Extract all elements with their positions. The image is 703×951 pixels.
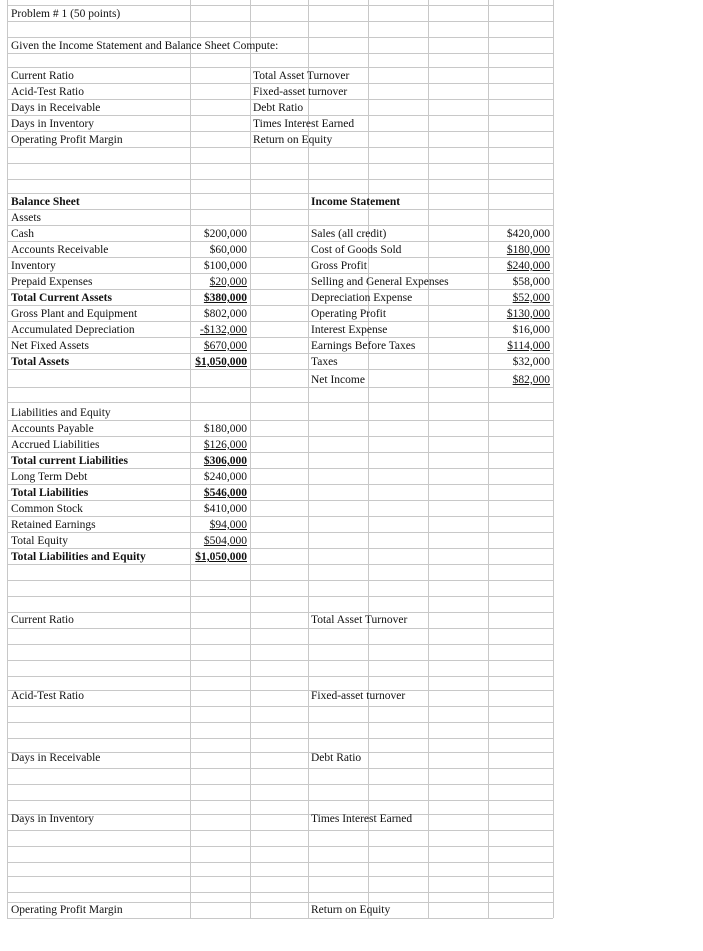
is-label: Sales (all credit) bbox=[311, 228, 387, 240]
bs-value: $1,050,000 bbox=[195, 551, 247, 563]
is-label: Earnings Before Taxes bbox=[311, 340, 416, 352]
is-label: Gross Profit bbox=[311, 260, 367, 272]
is-label: Depreciation Expense bbox=[311, 292, 413, 304]
grid-line bbox=[7, 452, 553, 453]
bs-label: Total Assets bbox=[11, 356, 70, 368]
grid-line bbox=[7, 548, 553, 549]
grid-line bbox=[7, 612, 553, 613]
compute-item: Fixed-asset turnover bbox=[253, 86, 348, 98]
compute-item: Days in Receivable bbox=[11, 102, 101, 114]
compute-item: Total Asset Turnover bbox=[253, 70, 350, 82]
bs-label: Cash bbox=[11, 228, 34, 240]
grid-line bbox=[7, 722, 553, 723]
grid-line bbox=[7, 179, 553, 180]
bs-value: $94,000 bbox=[209, 519, 247, 531]
income-statement-title: Income Statement bbox=[311, 196, 401, 208]
grid-line bbox=[7, 768, 553, 769]
is-value: $420,000 bbox=[506, 228, 550, 240]
grid-line bbox=[7, 305, 553, 306]
bs-label: Total Current Assets bbox=[11, 292, 112, 304]
bs-label: Common Stock bbox=[11, 503, 83, 515]
compute-item: Current Ratio bbox=[11, 70, 74, 82]
is-label: Taxes bbox=[311, 356, 338, 368]
is-value: $16,000 bbox=[512, 324, 550, 336]
bs-value: $100,000 bbox=[203, 260, 247, 272]
is-value: $32,000 bbox=[512, 356, 550, 368]
grid-line bbox=[7, 420, 553, 421]
bs-value: -$132,000 bbox=[200, 324, 247, 336]
problem-title: Problem # 1 (50 points) bbox=[11, 8, 121, 20]
is-value: $58,000 bbox=[512, 276, 550, 288]
answer-label: Debt Ratio bbox=[311, 752, 362, 764]
bs-label: Retained Earnings bbox=[11, 519, 96, 531]
is-value: $52,000 bbox=[512, 292, 550, 304]
answer-label: Times Interest Earned bbox=[311, 813, 413, 825]
grid-line bbox=[7, 257, 553, 258]
grid-line bbox=[7, 353, 553, 354]
is-label: Cost of Goods Sold bbox=[311, 244, 402, 256]
grid-line bbox=[7, 690, 553, 691]
bs-value: $504,000 bbox=[203, 535, 247, 547]
bs-value: $240,000 bbox=[203, 471, 247, 483]
bs-value: $670,000 bbox=[203, 340, 247, 352]
grid-line bbox=[7, 99, 553, 100]
grid-line bbox=[7, 784, 553, 785]
grid-line bbox=[7, 738, 553, 739]
assets-heading: Assets bbox=[11, 212, 42, 224]
grid-line bbox=[7, 321, 553, 322]
grid-line bbox=[7, 0, 8, 918]
bs-label: Gross Plant and Equipment bbox=[11, 308, 138, 320]
is-label: Selling and General Expenses bbox=[311, 276, 449, 288]
grid-line bbox=[7, 500, 553, 501]
bs-value: $126,000 bbox=[203, 439, 247, 451]
grid-line bbox=[7, 596, 553, 597]
grid-line bbox=[7, 892, 553, 893]
grid-line bbox=[488, 0, 489, 918]
answer-label: Total Asset Turnover bbox=[311, 614, 408, 626]
is-value: $180,000 bbox=[506, 244, 550, 256]
grid-line bbox=[7, 676, 553, 677]
answer-label: Current Ratio bbox=[11, 614, 74, 626]
grid-line bbox=[7, 241, 553, 242]
bs-value: $802,000 bbox=[203, 308, 247, 320]
grid-line bbox=[7, 37, 553, 38]
is-label: Operating Profit bbox=[311, 308, 387, 320]
grid-line bbox=[7, 369, 553, 370]
grid-line bbox=[7, 83, 553, 84]
grid-line bbox=[7, 644, 553, 645]
grid-line bbox=[7, 484, 553, 485]
bs-value: $546,000 bbox=[203, 487, 247, 499]
bs-value: $180,000 bbox=[203, 423, 247, 435]
grid-line bbox=[7, 918, 553, 919]
grid-line bbox=[7, 131, 553, 132]
is-value: $114,000 bbox=[507, 340, 550, 352]
bs-label: Total current Liabilities bbox=[11, 455, 128, 467]
bs-label: Accounts Receivable bbox=[11, 244, 109, 256]
bs-label: Accounts Payable bbox=[11, 423, 94, 435]
answer-label: Fixed-asset turnover bbox=[311, 690, 406, 702]
is-label: Interest Expense bbox=[311, 324, 388, 336]
bs-value: $306,000 bbox=[203, 455, 247, 467]
grid-line bbox=[7, 273, 553, 274]
grid-line bbox=[7, 436, 553, 437]
grid-line bbox=[7, 846, 553, 847]
is-value: $82,000 bbox=[512, 374, 550, 386]
grid-line bbox=[7, 67, 553, 68]
compute-item: Operating Profit Margin bbox=[11, 134, 123, 146]
bs-label: Net Fixed Assets bbox=[11, 340, 89, 352]
compute-item: Times Interest Earned bbox=[253, 118, 355, 130]
compute-item: Days in Inventory bbox=[11, 118, 95, 130]
grid-line bbox=[7, 830, 553, 831]
grid-line bbox=[7, 163, 553, 164]
grid-line bbox=[7, 53, 553, 54]
bs-value: $200,000 bbox=[203, 228, 247, 240]
grid-line bbox=[7, 660, 553, 661]
grid-line bbox=[7, 225, 553, 226]
balance-sheet-title: Balance Sheet bbox=[11, 196, 80, 208]
bs-label: Accrued Liabilities bbox=[11, 439, 100, 451]
answer-label: Days in Inventory bbox=[11, 813, 95, 825]
bs-label: Long Term Debt bbox=[11, 471, 88, 483]
grid-line bbox=[7, 21, 553, 22]
bs-label: Total Equity bbox=[11, 535, 69, 547]
bs-value: $20,000 bbox=[209, 276, 247, 288]
grid-line bbox=[7, 628, 553, 629]
grid-line bbox=[428, 0, 429, 918]
is-label: Net Income bbox=[311, 374, 365, 386]
compute-item: Return on Equity bbox=[253, 134, 333, 146]
grid-line bbox=[7, 147, 553, 148]
grid-line bbox=[553, 0, 554, 918]
grid-line bbox=[7, 800, 553, 801]
grid-line bbox=[7, 337, 553, 338]
grid-line bbox=[7, 387, 553, 388]
grid-line bbox=[7, 5, 553, 6]
is-value: $130,000 bbox=[506, 308, 550, 320]
answer-label: Return on Equity bbox=[311, 904, 391, 916]
grid-line bbox=[7, 706, 553, 707]
grid-line bbox=[7, 564, 553, 565]
grid-line bbox=[368, 0, 369, 918]
bs-value: $410,000 bbox=[203, 503, 247, 515]
answer-label: Days in Receivable bbox=[11, 752, 101, 764]
bs-label: Prepaid Expenses bbox=[11, 276, 93, 288]
grid-line bbox=[7, 862, 553, 863]
bs-label: Total Liabilities and Equity bbox=[11, 551, 146, 563]
grid-line bbox=[7, 876, 553, 877]
grid-line bbox=[250, 0, 251, 918]
grid-line bbox=[7, 209, 553, 210]
bs-label: Total Liabilities bbox=[11, 487, 89, 499]
bs-value: $60,000 bbox=[209, 244, 247, 256]
bs-value: $1,050,000 bbox=[195, 356, 247, 368]
grid-line bbox=[7, 468, 553, 469]
grid-line bbox=[7, 402, 553, 403]
grid-line bbox=[7, 289, 553, 290]
bs-label: Accumulated Depreciation bbox=[11, 324, 135, 336]
bs-label: Inventory bbox=[11, 260, 56, 272]
grid-line bbox=[7, 115, 553, 116]
grid-line bbox=[7, 532, 553, 533]
grid-line bbox=[7, 516, 553, 517]
bs-value: $380,000 bbox=[203, 292, 247, 304]
grid-line bbox=[7, 580, 553, 581]
instruction-text: Given the Income Statement and Balance Sheet Compute: bbox=[11, 40, 279, 52]
is-value: $240,000 bbox=[506, 260, 550, 272]
liabilities-heading: Liabilities and Equity bbox=[11, 407, 111, 419]
compute-item: Debt Ratio bbox=[253, 102, 304, 114]
grid-line bbox=[7, 193, 553, 194]
compute-item: Acid-Test Ratio bbox=[11, 86, 84, 98]
answer-label: Operating Profit Margin bbox=[11, 904, 123, 916]
answer-label: Acid-Test Ratio bbox=[11, 690, 84, 702]
